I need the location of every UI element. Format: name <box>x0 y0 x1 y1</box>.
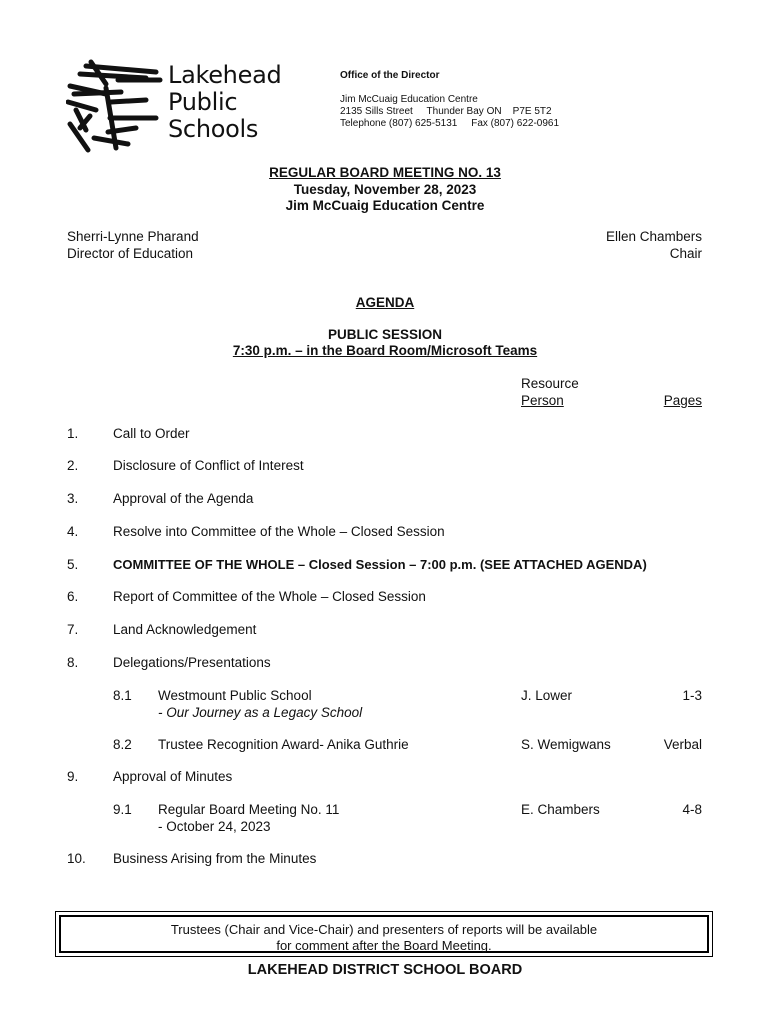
item-number: 5. <box>67 557 79 572</box>
agenda-item: Call to Order <box>113 426 190 441</box>
meeting-date: Tuesday, November 28, 2023 <box>293 182 477 197</box>
agenda-item: Business Arising from the Minutes <box>113 851 317 866</box>
page-range: 4-8 <box>682 802 702 817</box>
chair-block <box>606 228 702 262</box>
subitem-number: 9.1 <box>113 802 132 817</box>
note-line-2: for comment after the Board Meeting. <box>276 938 492 953</box>
agenda-item: Land Acknowledgement <box>113 622 257 637</box>
session-title: PUBLIC SESSION <box>327 327 443 342</box>
logo-line-2: Public <box>168 88 238 116</box>
subitem-number: 8.1 <box>113 688 132 703</box>
chair-name: Ellen Chambers <box>605 229 702 244</box>
board-name-footer: LAKEHEAD DISTRICT SCHOOL BOARD <box>247 962 523 978</box>
subitem-title: Regular Board Meeting No. 11 <box>158 802 340 817</box>
note-inner-frame <box>59 915 709 953</box>
subitem-subtitle: - October 24, 2023 <box>158 819 271 834</box>
office-phone: Telephone (807) 625-5131 Fax (807) 622-0961 <box>340 118 560 129</box>
item-number: 4. <box>67 524 79 539</box>
agenda-item: Resolve into Committee of the Whole – Closed Session <box>113 524 445 539</box>
subitem-number: 8.2 <box>113 737 132 752</box>
director-block <box>67 228 199 262</box>
subitem-subtitle: - Our Journey as a Legacy School <box>158 705 363 720</box>
logo-wordmark <box>168 62 281 143</box>
subitem <box>158 687 362 721</box>
note-line-1: Trustees (Chair and Vice-Chair) and presenters of reports will be available <box>170 922 598 937</box>
item-number: 3. <box>67 491 79 506</box>
item-number: 8. <box>67 655 79 670</box>
meeting-location: Jim McCuaig Education Centre <box>285 198 485 213</box>
director-role: Director of Education <box>67 246 194 261</box>
logo-line-3: Schools <box>168 115 259 143</box>
chair-role: Chair <box>669 246 702 261</box>
item-number: 1. <box>67 426 79 441</box>
office-address: 2135 Sills Street Thunder Bay ON P7E 5T2 <box>340 106 552 117</box>
agenda-item: Delegations/Presentations <box>113 655 271 670</box>
school-board-logo <box>66 58 282 158</box>
subitem-title: Westmount Public School <box>158 688 312 703</box>
meeting-title: REGULAR BOARD MEETING NO. 13 <box>269 165 501 180</box>
agenda-item: Approval of the Agenda <box>113 491 254 506</box>
agenda-item-closed-session: COMMITTEE OF THE WHOLE – Closed Session – 7:00 p.m. (SEE ATTACHED AGENDA) <box>113 557 647 572</box>
logo-line-1: Lakehead <box>168 61 282 89</box>
item-number: 7. <box>67 622 79 637</box>
item-number: 10. <box>67 851 86 866</box>
agenda-item: Approval of Minutes <box>113 769 233 784</box>
agenda-heading: AGENDA <box>355 295 415 310</box>
office-info <box>340 70 559 130</box>
office-title: Office of the Director <box>340 70 440 81</box>
agenda-item: Disclosure of Conflict of Interest <box>113 458 304 473</box>
resource-header-line2: Person <box>521 393 564 408</box>
page-range: Verbal <box>663 737 702 752</box>
resource-person: E. Chambers <box>521 802 600 817</box>
session-time: 7:30 p.m. – in the Board Room/Microsoft Teams <box>232 343 538 358</box>
office-centre: Jim McCuaig Education Centre <box>340 94 478 105</box>
item-number: 6. <box>67 589 79 604</box>
brushstroke-logo-icon <box>66 58 166 158</box>
director-name: Sherri-Lynne Pharand <box>67 229 199 244</box>
page-range: 1-3 <box>682 688 702 703</box>
agenda-item: Report of Committee of the Whole – Closed Session <box>113 589 426 604</box>
subitem-title: Trustee Recognition Award- Anika Guthrie <box>158 737 409 752</box>
pages-header: Pages <box>663 393 702 408</box>
resource-header-line1: Resource <box>521 376 579 391</box>
resource-person-header <box>521 375 579 409</box>
item-number: 9. <box>67 769 79 784</box>
resource-person: J. Lower <box>521 688 573 703</box>
resource-person: S. Wemigwans <box>521 737 611 752</box>
subitem <box>158 801 339 835</box>
item-number: 2. <box>67 458 79 473</box>
note-box <box>55 911 713 957</box>
